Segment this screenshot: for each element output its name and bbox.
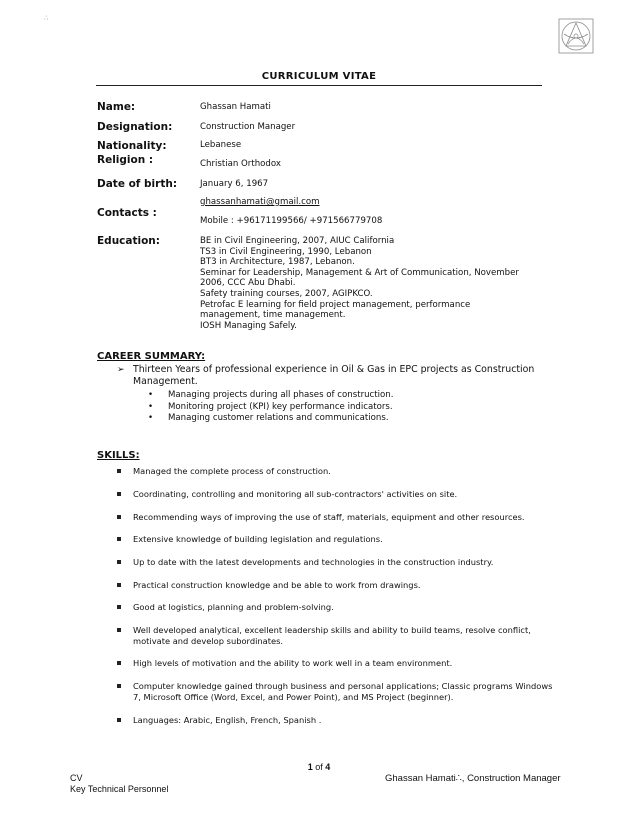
skill-text: Managed the complete process of construction.	[133, 466, 331, 476]
education-line: BT3 in Architecture, 1987, Lebanon.	[200, 257, 355, 268]
footer-left	[70, 773, 168, 795]
skill-text: Well developed analytical, excellent leadership skills and ability to build teams, resolve conflict, motivate and develop subordinates.	[133, 625, 531, 646]
religion-value: Christian Orthodox	[200, 159, 281, 169]
name-value: Ghassan Hamati	[200, 102, 271, 112]
education-line: IOSH Managing Safely.	[200, 320, 297, 331]
dob-value: January 6, 1967	[200, 179, 269, 189]
square-bullet-icon	[117, 515, 121, 519]
designation-value: Construction Manager	[200, 122, 296, 132]
skill-text: Languages: Arabic, English, French, Spanish .	[133, 715, 322, 725]
skills-heading: SKILLS:	[97, 450, 140, 461]
skill-text: Extensive knowledge of building legislation and regulations.	[133, 534, 383, 544]
skill-text: Coordinating, controlling and monitoring all sub-contractors' activities on site.	[133, 489, 458, 499]
square-bullet-icon	[117, 628, 121, 632]
dob-label: Date of birth:	[97, 178, 178, 190]
skill-text: Up to date with the latest developments and technologies in the construction industry.	[133, 557, 494, 567]
bullet-icon: •	[148, 402, 154, 412]
title-divider	[96, 85, 542, 86]
contacts-label: Contacts :	[97, 207, 157, 219]
career-sub-text: Managing customer relations and communications.	[168, 413, 389, 423]
corner-mark: ∴	[44, 14, 49, 22]
education-label: Education:	[97, 235, 160, 247]
page-current: 1	[307, 762, 313, 772]
footer-doc-type: CV	[70, 773, 83, 783]
square-bullet-icon	[117, 605, 121, 609]
education-line: Safety training courses, 2007, AGIPKCO.	[200, 288, 373, 299]
education-line: management, time management.	[200, 310, 346, 321]
footer-right: Ghassan Hamati∴, Construction Manager	[385, 773, 561, 784]
skill-text: Recommending ways of improving the use of staff, materials, equipment and other resources.	[133, 512, 525, 522]
skill-text: High levels of motivation and the ability to work well in a team environment.	[133, 658, 453, 668]
document-title: CURRICULUM VITAE	[261, 71, 377, 82]
page-total: 4	[325, 762, 331, 772]
square-bullet-icon	[117, 718, 121, 722]
nationality-label: Nationality:	[97, 140, 167, 152]
bullet-icon: •	[148, 413, 154, 423]
skill-text: Practical construction knowledge and be able to work from drawings.	[133, 580, 421, 590]
email-link[interactable]: ghassanhamati@gmail.com	[200, 197, 320, 207]
square-bullet-icon	[117, 469, 121, 473]
education-list	[200, 236, 540, 331]
skill-text: Good at logistics, planning and problem-solving.	[133, 602, 334, 612]
education-line: 2006, CCC Abu Dhabi.	[200, 278, 296, 289]
square-bullet-icon	[117, 537, 121, 541]
compass-emblem-icon	[558, 18, 594, 54]
square-bullet-icon	[117, 492, 121, 496]
arrow-bullet-icon: ➢	[117, 365, 125, 375]
career-summary-text: Thirteen Years of professional experience in Oil & Gas in EPC projects as Construction Management.	[133, 364, 535, 387]
footer-category: Key Technical Personnel	[70, 784, 169, 794]
religion-label: Religion :	[97, 154, 154, 166]
page-of: of	[312, 762, 326, 772]
career-sub-text: Managing projects during all phases of construction.	[168, 390, 394, 400]
career-summary-heading: CAREER SUMMARY:	[97, 351, 206, 362]
education-line: BE in Civil Engineering, 2007, AIUC California	[200, 236, 395, 246]
skill-text: Computer knowledge gained through business and personal applications; Classic programs Windows 7, Microsoft Office (Word, Excel, and Power Point), and MS Project (beginner).	[133, 681, 553, 702]
square-bullet-icon	[117, 560, 121, 564]
mobile-value: Mobile : +96171199566/ +971566779708	[200, 216, 383, 226]
page-number	[0, 762, 638, 772]
nationality-value: Lebanese	[200, 140, 242, 150]
designation-label: Designation:	[97, 121, 173, 133]
career-sub-text: Monitoring project (KPI) key performance indicators.	[168, 402, 393, 412]
education-line: Seminar for Leadership, Management & Art of Communication, November	[200, 267, 519, 278]
square-bullet-icon	[117, 684, 121, 688]
education-line: TS3 in Civil Engineering, 1990, Lebanon	[200, 246, 372, 257]
name-label: Name:	[97, 101, 136, 113]
bullet-icon: •	[148, 390, 154, 400]
education-line: Petrofac E learning for field project management, performance	[200, 299, 471, 310]
square-bullet-icon	[117, 661, 121, 665]
square-bullet-icon	[117, 583, 121, 587]
